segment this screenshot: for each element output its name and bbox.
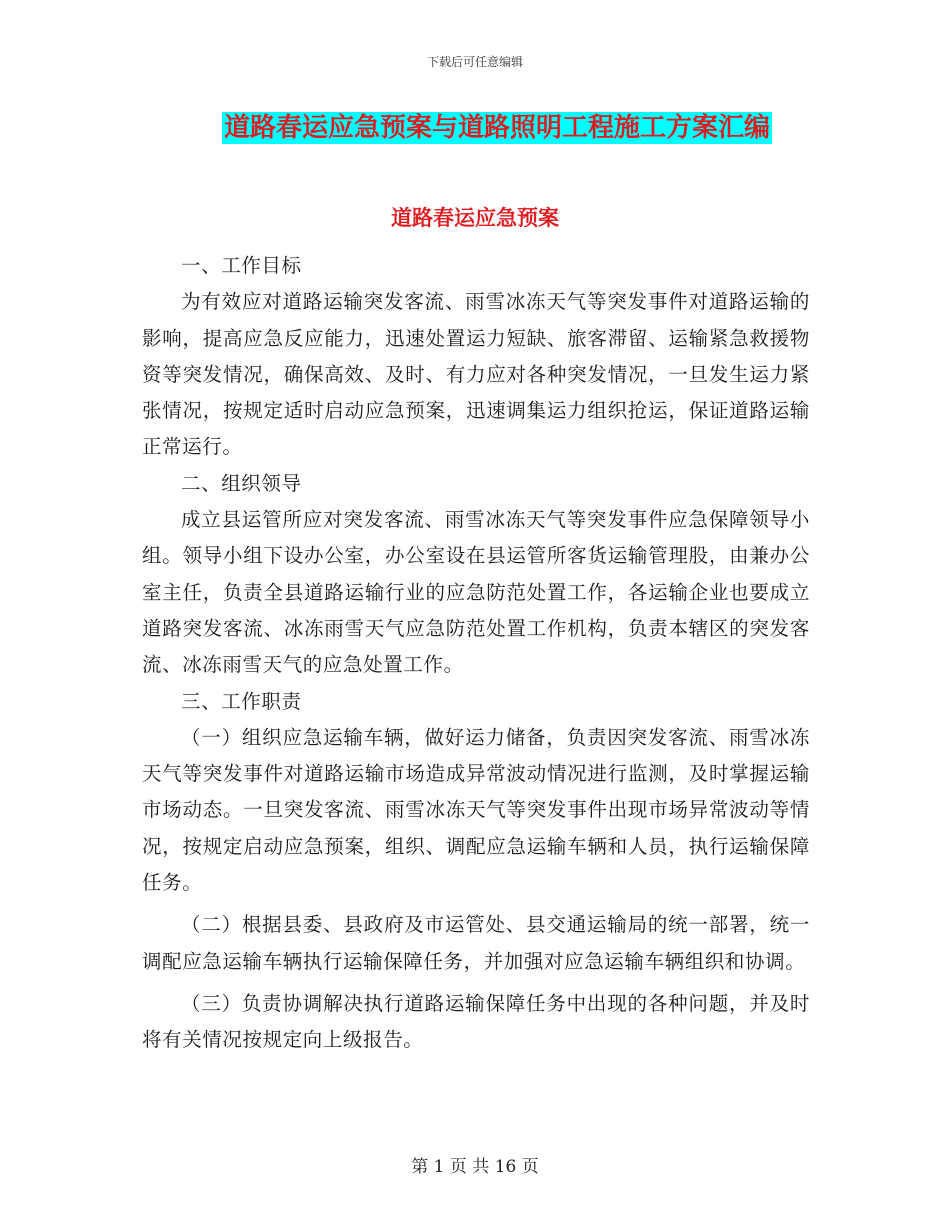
section-heading: 三、工作职责 <box>181 689 302 713</box>
section-heading: 二、组织领导 <box>181 471 302 495</box>
main-title: 道路春运应急预案与道路照明工程施工方案汇编 <box>224 113 771 143</box>
paragraph: 成立县运管所应对突发客流、雨雪冰冻天气等突发事件应急保障领导小组。领导小组下设办公室，办公室设在县运管所客货运输管理股，由兼办公室主任，负责全县道路运输行业的应急防范处置工作，各运输企业也要成立道路突发客流、冰冻雨雪天气应急防范处置工作机构，负责本辖区的突发客流、冰冻雨雪天气的应急处置工作。 <box>142 508 810 677</box>
section-heading: 一、工作目标 <box>181 254 302 277</box>
document-body <box>142 248 810 1059</box>
paragraph: （二）根据县委、县政府及市运管处、县交通运输局的统一部署，统一调配应急运输车辆执行运输保障任务，并加强对应急运输车辆组织和协调。 <box>142 913 810 973</box>
paragraph: （三）负责协调解决执行道路运输保障任务中出现的各种问题，并及时将有关情况按规定向上级报告。 <box>142 991 810 1052</box>
main-title-container <box>222 112 772 144</box>
paragraph: 为有效应对道路运输突发客流、雨雪冰冻天气等突发事件对道路运输的影响，提高应急反应能力，迅速处置运力短缺、旅客滞留、运输紧急救援物资等突发情况，确保高效、及时、有力应对各种突发情况，一旦发生运力紧张情况，按规定适时启动应急预案，迅速调集运力组织抢运，保证道路运输正常运行。 <box>142 290 810 459</box>
sub-title: 道路春运应急预案 <box>391 206 559 230</box>
header-note: 下载后可任意编辑 <box>426 55 523 69</box>
paragraph: （一）组织应急运输车辆，做好运力储备，负责因突发客流、雨雪冰冻天气等突发事件对道路运输市场造成异常波动情况进行监测，及时掌握运输市场动态。一旦突发客流、雨雪冰冻天气等突发事件出现市场异常波动等情况，按规定启动应急预案，组织、调配应急运输车辆和人员，执行运输保障任务。 <box>142 725 810 895</box>
page-number: 第 1 页 共 16 页 <box>411 1157 539 1177</box>
